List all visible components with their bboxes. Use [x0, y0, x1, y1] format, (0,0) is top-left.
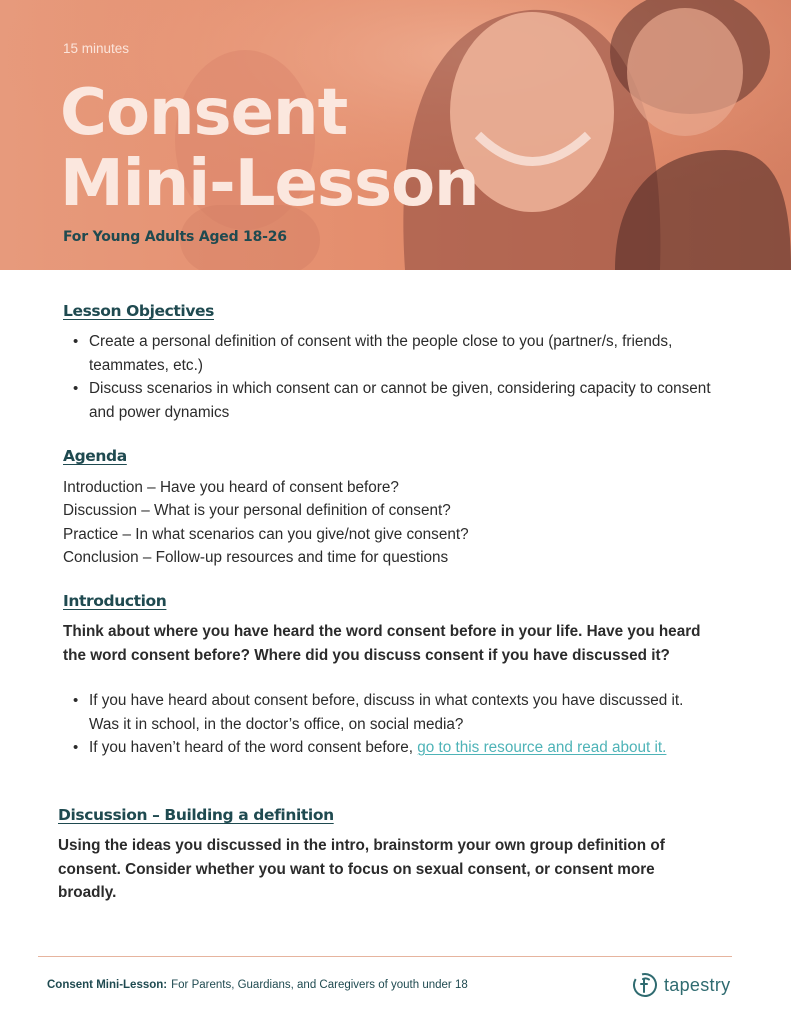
objectives-heading: Lesson Objectives [63, 302, 214, 320]
footer-title: Consent Mini-Lesson: [47, 979, 168, 991]
footer-divider [38, 956, 732, 957]
brand-name: tapestry [664, 974, 731, 995]
page-subtitle: For Young Adults Aged 18-26 [63, 229, 287, 245]
agenda-item: Practice – In what scenarios can you give/not give consent? [63, 525, 469, 543]
resource-link[interactable]: go to this resource and read about it. [417, 739, 667, 756]
agenda-heading: Agenda [63, 447, 127, 465]
footer-subtitle: For Parents, Guardians, and Caregivers of youth under 18 [171, 979, 468, 991]
list-item [63, 736, 713, 760]
list-item: • Create a personal definition of consent with the people close to you (partner/s, friends, teammates, etc.) [63, 330, 723, 377]
footer-caption [47, 979, 468, 991]
objectives-list [63, 330, 723, 424]
discussion-heading: Discussion – Building a definition [58, 806, 334, 824]
introduction-lead: Think about where you have heard the word consent before in your life. Have you heard the word consent before? Where did you discuss consent if you have discussed it? [63, 623, 701, 664]
list-item: • Discuss scenarios in which consent can or cannot be given, considering capacity to consent and power dynamics [63, 377, 723, 424]
discussion-text: Using the ideas you discussed in the intro, brainstorm your own group definition of consent. Consider whether you want to focus on sexual consent, or consent more broadly. [58, 837, 665, 901]
agenda-item: Conclusion – Follow-up resources and time for questions [63, 548, 449, 566]
introduction-list [63, 689, 713, 760]
introduction-heading: Introduction [63, 592, 167, 610]
tapestry-logo-icon [632, 972, 658, 998]
agenda-item: Introduction – Have you heard of consent before? [63, 479, 399, 496]
hero-banner [0, 0, 791, 270]
title-line-2: Mini-Lesson [60, 147, 479, 221]
list-item: • If you have heard about consent before, discuss in what contexts you have discussed it. Was it in school, in the doctor’s office, on social media? [63, 689, 713, 736]
lesson-duration: 15 minutes [63, 41, 130, 56]
page-title [60, 78, 479, 220]
list-item-text: If you haven’t heard of the word consent before, [89, 739, 418, 756]
agenda-item: Discussion – What is your personal definition of consent? [63, 502, 451, 520]
brand-logo [632, 972, 730, 998]
title-line-1: Consent [60, 76, 348, 150]
agenda-list [63, 476, 469, 569]
